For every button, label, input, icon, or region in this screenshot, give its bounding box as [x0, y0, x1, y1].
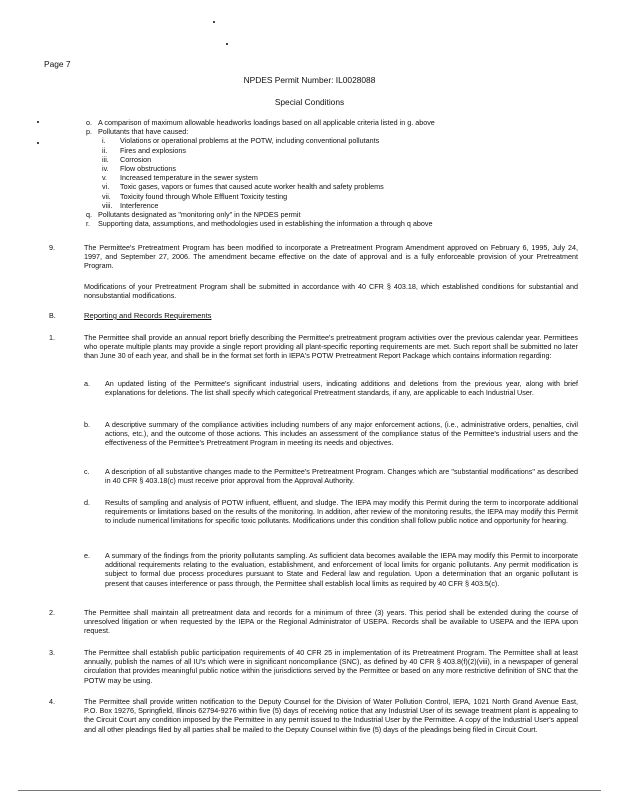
item-number: 1.: [49, 333, 55, 342]
list-item-text: Interference: [120, 200, 159, 210]
list-item-label: q.: [86, 210, 92, 220]
list-item-text: Pollutants designated as "monitoring only" in the NPDES permit: [98, 210, 301, 220]
list-item-text: Pollutants that have caused:: [98, 127, 189, 137]
public-participation-paragraph: The Permittee shall establish public participation requirements of 40 CFR 25 in implementation of its Pretreatment Program. The Permittee shall at least annually, publish the names of all IU's which were in significant noncompliance (SNC), as defined by 40 CFR § 403.8(f)(2)(viii), in a newspaper of general circulation that provides meaningful public notice within the jurisdictions served by the Permittee or based on any more restrictive definition of SNC that the POTW may be using.: [84, 648, 578, 685]
item-number: 3.: [49, 648, 55, 657]
report-item-label: d.: [84, 498, 90, 507]
report-item-text: A descriptive summary of the compliance activities including numbers of any major enforcement actions, (i.e., administrative orders, penalties, civil actions, etc.), and the outcome of those actions. This includes an assessment of the compliance status of the Permittee's industrial users and the effectiveness of the Permittee's Pretreatment Program in meeting its needs and objectives.: [105, 420, 578, 448]
section-9-paragraph: The Permittee's Pretreatment Program has been modified to incorporate a Pretreatment Program Amendment approved on February 6, 1995, July 24, 1997, and September 27, 2006. The amendment became effective on the date of approval and is a fully enforceable provision of your Pretreatment Program.: [84, 243, 578, 271]
report-item-label: e.: [84, 551, 90, 560]
item-number: 2.: [49, 608, 55, 617]
list-item: [86, 118, 556, 127]
list-item: [86, 219, 556, 228]
list-item-text: Violations or operational problems at the POTW, including conventional pollutants: [120, 136, 380, 146]
report-item-text: An updated listing of the Permittee's significant industrial users, indicating additions and deletions from the previous year, along with brief explanations for deletions. The list shall specify which categorical Pretreatment standards, if any, are applicable to each Industrial User.: [105, 379, 578, 398]
section-heading: Reporting and Records Requirements: [84, 311, 212, 320]
report-item-label: a.: [84, 379, 90, 388]
list-item-label: vi.: [102, 182, 110, 192]
list-item-text: Flow obstructions: [120, 164, 176, 174]
report-item: [84, 498, 578, 526]
list-item-text: Toxic gases, vapors or fumes that caused acute worker health and safety problems: [120, 182, 384, 192]
annual-report-paragraph: The Permittee shall provide an annual report briefly describing the Permittee's pretreatment program activities over the previous calendar year. Permittees who operate multiple plants may provide a single report providing all plant-specific reporting requirements are met. Such report shall be submitted no later than June 30 of each year, and shall be in the format set forth in IEPA's POTW Pretreatment Report Package which contains information regarding:: [84, 333, 578, 361]
permit-title: NPDES Permit Number: IL0028088: [243, 75, 376, 85]
list-item: [86, 127, 556, 136]
list-item-text: Corrosion: [120, 154, 152, 164]
list-item-text: Fires and explosions: [120, 145, 186, 155]
sub-list-item: [86, 155, 556, 164]
sub-list-item: [86, 192, 556, 201]
records-retention-paragraph: The Permittee shall maintain all pretreatment data and records for a minimum of three (3) years. This period shall be extended during the course of unresolved litigation or when requested by the IEPA or the Regional Administrator of USEPA. Records shall be available to USEPA and the IEPA upon request.: [84, 608, 578, 636]
sub-list-item: [86, 146, 556, 155]
section-9-modifications-paragraph: Modifications of your Pretreatment Program shall be submitted in accordance with 40 CFR § 403.18, which established conditions for substantial and nonsubstantial modifications.: [84, 282, 578, 301]
report-item: [84, 551, 578, 588]
section-number: 9.: [49, 243, 55, 252]
sub-list-item: [86, 201, 556, 210]
report-item-label: c.: [84, 467, 90, 476]
report-item: [84, 420, 578, 448]
sub-list-item: [86, 173, 556, 182]
section-title: Special Conditions: [274, 97, 345, 107]
appeal-notification-paragraph: The Permittee shall provide written notification to the Deputy Counsel for the Division of Water Pollution Control, IEPA, 1021 North Grand Avenue East, P.O. Box 19276, Springfield, Illinois 62794-9276 within five (5) days of receiving notice that any Industrial User of its sewage treatment plant is appealing to the Circuit Court any condition imposed by the Permittee in any permit issued to the Industrial User by the Permittee. A copy of the Industrial User's appeal and all other pleadings filed by all parties shall be mailed to the Deputy Counsel within five (5) days of the pleadings being filed in Circuit Court.: [84, 697, 578, 734]
list-item-label: p.: [86, 127, 92, 137]
scan-speck: [37, 121, 39, 123]
page-number: Page 7: [44, 59, 71, 69]
list-item: [86, 210, 556, 219]
criteria-list: [86, 118, 556, 228]
list-item-label: v.: [102, 173, 108, 183]
list-item-text: Supporting data, assumptions, and methodologies used in establishing the information a through q above: [98, 219, 433, 229]
report-item-text: A description of all substantive changes made to the Permittee's Pretreatment Program. Changes which are "substantial modifications" as described in 40 CFR § 403.18(c) must receive prior approval from the Approval Authority.: [105, 467, 578, 486]
report-item: [84, 467, 578, 485]
list-item-label: o.: [86, 118, 92, 127]
item-number: 4.: [49, 697, 55, 706]
sub-list-item: [86, 164, 556, 173]
list-item-text: Increased temperature in the sewer system: [120, 173, 258, 183]
scan-speck: [226, 43, 228, 45]
list-item-text: A comparison of maximum allowable headworks loadings based on all applicable criteria listed in g. above: [98, 118, 435, 127]
report-item-text: A summary of the findings from the priority pollutants sampling. As sufficient data becomes available the IEPA may modify this Permit to incorporate additional requirements relating to the evaluation, establishment, and enforcement of local limits for organic pollutants. Any permit modification is subject to formal due process procedures pursuant to State and Federal law and regulation. Upon a determination that an organic pollutant is present that causes interference or pass through, the Permittee shall establish local limits as required by 40 CFR § 403.5(c).: [105, 551, 578, 588]
list-item-text: Toxicity found through Whole Effluent Toxicity testing: [120, 191, 288, 201]
list-item-label: ii.: [102, 145, 108, 155]
list-item-label: vii.: [102, 191, 111, 201]
scan-speck: [213, 21, 215, 23]
scan-speck: [37, 142, 39, 144]
page-bottom-edge: [18, 790, 601, 791]
list-item-label: i.: [102, 136, 106, 146]
list-item-label: viii.: [102, 200, 113, 210]
list-item-label: r.: [86, 219, 90, 229]
sub-list-item: [86, 182, 556, 191]
sub-list-item: [86, 136, 556, 145]
report-item-text: Results of sampling and analysis of POTW influent, effluent, and sludge. The IEPA may modify this Permit during the term to incorporate additional requirements or limitations based on the results of the monitoring. In addition, after review of the monitoring results, the IEPA may modify this Permit to include numerical limitations for specific toxic pollutants. Modifications under this condition shall follow public notice and opportunity for hearing.: [105, 498, 578, 526]
section-letter: B.: [49, 311, 56, 320]
list-item-label: iii.: [102, 154, 109, 164]
report-item: [84, 379, 578, 397]
report-item-label: b.: [84, 420, 90, 429]
list-item-label: iv.: [102, 164, 109, 174]
